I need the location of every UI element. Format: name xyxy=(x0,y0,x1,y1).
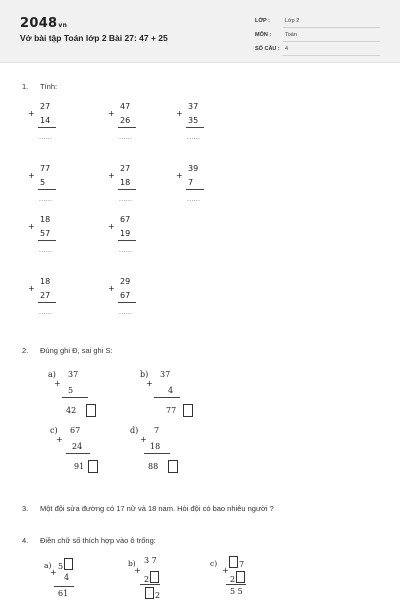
answer-blank: ...... xyxy=(187,196,201,203)
q1-problem-5 xyxy=(108,164,142,210)
q4-item-b xyxy=(128,556,184,600)
answer-blank: ...... xyxy=(39,134,53,141)
sum-line xyxy=(38,189,56,190)
answer-blank: ...... xyxy=(119,309,133,316)
operand-a: 67 xyxy=(70,426,81,435)
meta-subject-value: Toán xyxy=(285,32,297,38)
plus-sign: + xyxy=(222,566,229,575)
operand-a: 27 xyxy=(40,102,51,111)
digit-box[interactable] xyxy=(229,556,238,568)
row-2-digits: 2 xyxy=(230,575,236,584)
operand-a: 67 xyxy=(120,215,131,224)
operand-b: 57 xyxy=(40,229,51,238)
sum-line xyxy=(38,127,56,128)
row-2 xyxy=(230,571,246,584)
answer-blank: ...... xyxy=(39,196,53,203)
answer-blank: ...... xyxy=(39,247,53,254)
sum-line xyxy=(118,127,136,128)
digit-box[interactable] xyxy=(150,571,159,583)
meta-count xyxy=(255,44,380,56)
operand-b: 5 xyxy=(40,178,46,187)
q2-item-d xyxy=(130,426,200,484)
row-1 xyxy=(228,556,244,569)
sum-line xyxy=(118,189,136,190)
row-3 xyxy=(230,587,243,596)
sum-line xyxy=(118,240,136,241)
meta-class-value: Lớp 2 xyxy=(285,18,300,24)
q1-problem-2 xyxy=(108,102,142,148)
question-4-number: 4. xyxy=(22,536,29,545)
plus-sign: + xyxy=(176,109,183,118)
answer-box[interactable] xyxy=(88,460,98,473)
q1-problem-1 xyxy=(28,102,62,148)
row-1-digits: 3 7 xyxy=(144,556,157,565)
item-label: b) xyxy=(128,559,136,568)
operand-a: 27 xyxy=(120,164,131,173)
row-3-digits: 5 5 xyxy=(230,587,243,596)
operand-a: 29 xyxy=(120,277,131,286)
operand-b: 14 xyxy=(40,116,51,125)
question-3-text: Một đội sửa đường có 17 nữ và 18 nam. Hỏi đội có bao nhiêu người ? xyxy=(40,504,274,513)
sum-line xyxy=(118,302,136,303)
q1-problem-3 xyxy=(176,102,210,148)
question-3-heading xyxy=(22,504,274,513)
operand-b: 27 xyxy=(40,291,51,300)
question-2-number: 2. xyxy=(22,346,29,355)
digit-box[interactable] xyxy=(64,558,73,570)
row-1 xyxy=(144,556,157,565)
answer-box[interactable] xyxy=(86,404,96,417)
q1-problem-4 xyxy=(28,164,62,210)
meta-count-label: SỐ CÂU : xyxy=(255,46,280,52)
plus-sign: + xyxy=(28,109,35,118)
answer-blank: ...... xyxy=(187,134,201,141)
digit-box[interactable] xyxy=(145,587,154,599)
q2-item-c xyxy=(50,426,120,484)
row-1-digits: 7 xyxy=(239,560,245,569)
sum-line xyxy=(66,453,90,454)
page-title: Vở bài tập Toán lớp 2 Bài 27: 47 + 25 xyxy=(20,33,168,43)
plus-sign: + xyxy=(50,568,57,577)
sum-line xyxy=(226,584,246,585)
q1-problem-8 xyxy=(108,215,142,261)
plus-sign: + xyxy=(28,171,35,180)
operand-b: 18 xyxy=(120,178,131,187)
item-label: c) xyxy=(50,426,58,435)
row-3 xyxy=(58,589,68,598)
item-label: a) xyxy=(44,561,52,570)
plus-sign: + xyxy=(134,566,141,575)
row-3-digits: 61 xyxy=(58,589,69,598)
q4-item-c xyxy=(210,556,266,600)
sum-line xyxy=(54,586,74,587)
meta-count-underline xyxy=(283,55,380,56)
plus-sign: + xyxy=(140,435,147,444)
item-label: c) xyxy=(210,559,218,568)
given-result: 77 xyxy=(166,406,177,415)
q1-problem-6 xyxy=(176,164,210,210)
question-2-text: Đúng ghi Đ, sai ghi S: xyxy=(40,346,113,355)
item-label: a) xyxy=(48,370,56,379)
answer-blank: ...... xyxy=(119,196,133,203)
operand-b: 35 xyxy=(188,116,199,125)
logo-text: 2048 xyxy=(20,16,58,31)
meta-class-label: LỚP : xyxy=(255,18,270,24)
plus-sign: + xyxy=(108,171,115,180)
operand-b: 4 xyxy=(168,386,174,395)
question-4-heading xyxy=(22,536,156,545)
item-label: d) xyxy=(130,426,139,435)
q2-item-a xyxy=(48,370,118,428)
answer-box[interactable] xyxy=(183,404,193,417)
question-2-heading xyxy=(22,346,113,355)
item-label: b) xyxy=(140,370,149,379)
operand-a: 77 xyxy=(40,164,51,173)
operand-b: 5 xyxy=(68,386,74,395)
operand-a: 18 xyxy=(40,277,51,286)
plus-sign: + xyxy=(108,284,115,293)
question-4-text: Điền chữ số thích hợp vào ô trống: xyxy=(40,536,156,545)
page-header xyxy=(0,0,400,63)
answer-box[interactable] xyxy=(168,460,178,473)
question-1-number: 1. xyxy=(22,82,29,91)
meta-subject-label: MÔN : xyxy=(255,32,272,38)
plus-sign: + xyxy=(56,435,63,444)
row-2 xyxy=(144,571,160,584)
given-result: 42 xyxy=(66,406,77,415)
row-3 xyxy=(144,587,160,600)
operand-b: 18 xyxy=(150,442,161,451)
operand-a: 37 xyxy=(188,102,199,111)
sum-line xyxy=(154,397,180,398)
meta-class-underline xyxy=(283,27,380,28)
plus-sign: + xyxy=(28,222,35,231)
operand-a: 37 xyxy=(160,370,171,379)
meta-count-value: 4 xyxy=(285,46,289,52)
answer-blank: ...... xyxy=(119,134,133,141)
row-2-digits: 2 xyxy=(144,575,150,584)
q1-problem-10 xyxy=(108,277,142,323)
sum-line xyxy=(144,453,170,454)
row-3-digits: 2 xyxy=(155,591,161,600)
digit-box[interactable] xyxy=(236,571,245,583)
meta-subject xyxy=(255,30,380,42)
meta-class xyxy=(255,16,380,28)
operand-a: 18 xyxy=(40,215,51,224)
sum-line xyxy=(186,127,204,128)
operand-a: 39 xyxy=(188,164,199,173)
plus-sign: + xyxy=(108,109,115,118)
row-1 xyxy=(58,558,74,571)
q4-item-a xyxy=(44,558,100,600)
operand-b: 67 xyxy=(120,291,131,300)
operand-b: 7 xyxy=(188,178,194,187)
operand-b: 24 xyxy=(72,442,83,451)
meta-subject-underline xyxy=(283,41,380,42)
row-2 xyxy=(64,573,69,582)
operand-a: 37 xyxy=(68,370,79,379)
plus-sign: + xyxy=(176,171,183,180)
plus-sign: + xyxy=(28,284,35,293)
given-result: 88 xyxy=(148,462,159,471)
row-1-digits: 5 xyxy=(58,562,64,571)
answer-blank: ...... xyxy=(119,247,133,254)
sum-line xyxy=(38,240,56,241)
operand-b: 19 xyxy=(120,229,131,238)
operand-a: 7 xyxy=(154,426,160,435)
sum-line xyxy=(62,397,88,398)
sum-line xyxy=(140,584,160,585)
row-2-digits: 4 xyxy=(64,573,70,582)
question-1-text: Tính: xyxy=(40,82,58,91)
logo-suffix: vn xyxy=(58,22,68,29)
given-result: 91 xyxy=(74,462,85,471)
q1-problem-7 xyxy=(28,215,62,261)
operand-a: 47 xyxy=(120,102,131,111)
plus-sign: + xyxy=(108,222,115,231)
sum-line xyxy=(186,189,204,190)
sum-line xyxy=(38,302,56,303)
plus-sign: + xyxy=(54,379,61,388)
plus-sign: + xyxy=(146,379,153,388)
q1-problem-9 xyxy=(28,277,62,323)
operand-b: 26 xyxy=(120,116,131,125)
answer-blank: ...... xyxy=(39,309,53,316)
site-logo[interactable] xyxy=(20,16,67,31)
question-3-number: 3. xyxy=(22,504,29,513)
question-1-heading xyxy=(22,82,57,91)
q2-item-b xyxy=(140,370,210,428)
